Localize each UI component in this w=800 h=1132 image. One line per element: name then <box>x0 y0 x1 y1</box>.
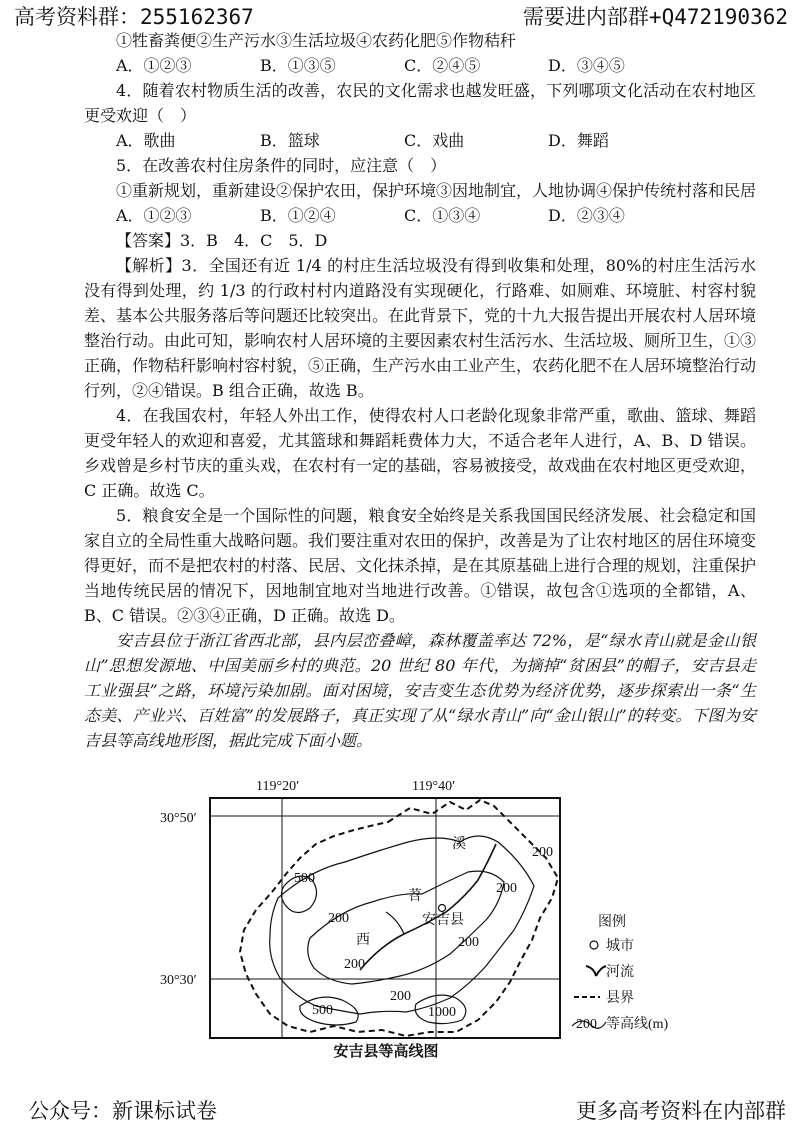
legend-river-label: 河流 <box>606 965 634 980</box>
footer-left-text: 公众号：新课标试卷 <box>28 1099 217 1123</box>
q3-option-c: C．②④⑤ <box>404 56 481 75</box>
contour-label-200-w: 200 <box>328 911 349 926</box>
header-right-text: 需要进内部群+Q472190362 <box>522 5 788 29</box>
river-char-tiao: 苕 <box>408 889 422 904</box>
contour-label-200-s1: 200 <box>390 989 411 1004</box>
q3-option-b: B．①③⑤ <box>260 56 336 75</box>
legend-boundary-label: 县界 <box>606 991 634 1006</box>
lat-label-2: 30°30′ <box>160 973 197 988</box>
contour-line-200-outer <box>270 836 534 1014</box>
legend-title: 图例 <box>598 915 626 930</box>
q5-items: ①重新规划，重新建设②保护农田，保护环境③因地制宜，人地协调④保护传统村落和民居 <box>116 181 757 200</box>
q3-items: ①牲畜粪便②生产污水③生活垃圾④农药化肥⑤作物秸秆 <box>116 31 517 50</box>
q3-options <box>84 53 756 78</box>
legend-city-icon <box>590 941 598 949</box>
footer-right-text: 更多高考资料在内部群 <box>576 1099 786 1123</box>
analysis-q5: 5．粮食安全是一个国际性的问题，粮食安全始终是关系我国国民经济发展、社会稳定和国家自立的全局性重大战略问题。我们要注重对农田的保护，改善是为了让农村地区的居住环境变得更好，而不是把农村的村落、民居、文化抹杀掉，是在其原基础上进行合理的规划，注重保护当地传统民居的情况下，因地制宜地对当地进行改善。①错误，故包含①选项的全都错，A、B、C 错误。②③④正确，D 正确。故选 D。 <box>84 506 757 625</box>
q5-option-c: C．①③④ <box>404 206 481 225</box>
city-anji-label: 安吉县 <box>422 913 464 928</box>
q5-option-d: D．②③④ <box>548 206 625 225</box>
legend-contour-sample: 200 <box>576 1017 597 1032</box>
contour-line-200-inner <box>308 871 504 984</box>
contour-label-500-west: 500 <box>294 871 315 886</box>
page-footer <box>0 1094 800 1128</box>
q5-stem: 5．在改善农村住房条件的同时，应注意（ ） <box>116 156 447 175</box>
lon-label-2: 119°40′ <box>412 779 456 794</box>
contour-label-200-mid: 200 <box>458 935 479 950</box>
contour-label-200-s2: 200 <box>344 957 365 972</box>
city-anji-icon <box>439 905 446 912</box>
figure-caption: 安吉县等高线图 <box>333 1042 439 1060</box>
q5-option-b: B．①②④ <box>260 206 336 225</box>
q3-option-a: A．①②③ <box>116 56 192 75</box>
anji-intro: 安吉县位于浙江省西北部，县内层峦叠嶂，森林覆盖率达 72%，是“绿水青山就是金山银山”思想发源地、中国美丽乡村的典范。20 世纪 80 年代，为摘掉“贫困县”的帽子，安吉县走工业强县”之路，环境污染加剧。面对困境，安吉变生态优势为经济优势，逐步探索出一条“生态美、产业兴、百姓富”的发展路子，真正实现了从“绿水青山”向“金山银山”的转变。下图为安吉县等高线地形图，据此完成下面小题。 <box>84 631 756 750</box>
q5-option-a: A．①②③ <box>116 206 192 225</box>
q4-option-c: C．戏曲 <box>404 131 465 150</box>
analysis-q3: 【解析】3．全国还有近 1/4 的村庄生活垃圾没有得到收集和处理，80%的村庄生活污水没有得到处理，约 1/3 的行政村村内道路没有实现硬化，行路难、如厕难、环境脏、村容村貌差、基本公共服务落后等问题还比较突出。在此背景下，党的十九大报告提出开展农村人居环境整治行动。由此可知，影响农村人居环境的主要因素农村生活污水、生活垃圾、厕所卫生，①③正确，作物秸秆影响村容村貌，⑤正确，生产污水由工业产生，农药化肥不在人居环境整治行动行列，②④错误。B 组合正确，故选 B。 <box>84 256 757 400</box>
q4-option-d: D．舞蹈 <box>548 131 609 150</box>
q4-options <box>84 128 756 153</box>
legend-city-label: 城市 <box>606 939 634 954</box>
q5-options <box>84 203 756 228</box>
lon-label-1: 119°20′ <box>256 779 300 794</box>
contour-map <box>160 770 680 1070</box>
river-char-west: 西 <box>356 933 370 948</box>
river-tiaoxi <box>360 844 496 970</box>
q3-option-d: D．③④⑤ <box>548 56 625 75</box>
river-tributary <box>386 912 404 934</box>
contour-label-1000: 1000 <box>428 1005 456 1020</box>
river-char-xi: 溪 <box>452 837 466 852</box>
map-legend <box>572 914 669 1032</box>
analysis-q4: 4．在我国农村，年轻人外出工作，使得农村人口老龄化现象非常严重，歌曲、篮球、舞蹈更受年轻人的欢迎和喜爱，尤其篮球和舞蹈耗费体力大，不适合老年人进行，A、B、D 错误。乡戏曾是乡村节庆的重头戏，在农村有一定的基础，容易被接受，故戏曲在农村地区更受欢迎，C 正确。故选 C。 <box>84 406 757 500</box>
lat-label-1: 30°50′ <box>160 811 197 826</box>
q4-stem: 4．随着农村物质生活的改善，农民的文化需求也越发旺盛，下列哪项文化活动在农村地区更受欢迎（ ） <box>84 81 756 125</box>
contour-map-figure <box>160 770 680 1070</box>
header-left-text: 高考资料群：255162367 <box>14 5 254 29</box>
contour-label-200-e: 200 <box>496 881 517 896</box>
contour-label-200-ne: 200 <box>532 845 553 860</box>
answer-line: 【答案】3．B 4．C 5．D <box>116 231 328 250</box>
contour-label-500-south: 500 <box>312 1003 333 1018</box>
exam-content <box>84 28 756 753</box>
legend-river-icon <box>586 966 606 976</box>
q4-option-a: A．歌曲 <box>116 131 176 150</box>
legend-contour-label: 等高线(m) <box>606 1017 669 1032</box>
q4-option-b: B．篮球 <box>260 131 320 150</box>
